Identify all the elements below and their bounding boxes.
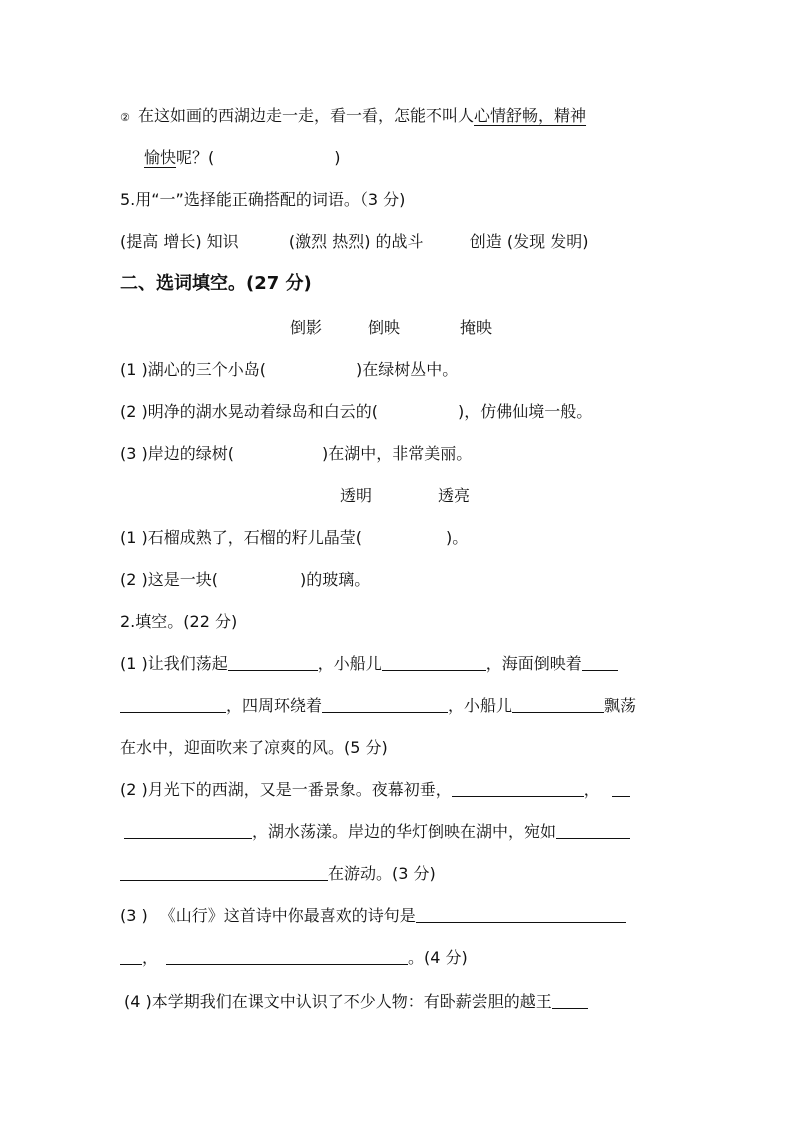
word-bank-word: 掩映 [460, 318, 493, 337]
item-text: 让我们荡起 [147, 654, 228, 673]
answer-blank[interactable] [416, 906, 626, 923]
item-text: )，仿佛仙境一般。 [458, 402, 593, 421]
fill-item [120, 442, 472, 466]
item-number: (3 ) [120, 906, 148, 925]
answer-blank[interactable] [120, 696, 226, 713]
item-text: ， [142, 948, 159, 967]
item-text: )在绿树丛中。 [356, 360, 459, 379]
item-text: ，四周环绕着 [226, 696, 323, 715]
fill-item-1-line2 [120, 694, 636, 718]
item-text: 本学期我们在课文中认识了不少人物：有卧薪尝胆的越王 [151, 992, 552, 1011]
choice-group[interactable]: (激烈 热烈) [288, 232, 371, 251]
fill-item-4-line1 [124, 990, 588, 1014]
fill-item-2-line1 [120, 778, 630, 802]
item-number: (4 ) [124, 992, 152, 1011]
question-text: 呢？( [176, 148, 215, 167]
question-circ2-line2 [144, 146, 341, 170]
word-bank-word: 倒映 [368, 318, 401, 337]
choice-group[interactable]: (提高 增长) [120, 232, 202, 251]
fill-item-1-line3: 在水中，迎面吹来了凉爽的风。(5 分) [120, 738, 388, 757]
answer-blank[interactable] [120, 864, 328, 881]
question-5-title: 5.用“一”选择能正确搭配的词语。（3 分) [120, 190, 406, 209]
choice-word: 创造 [469, 232, 502, 251]
answer-blank[interactable] [556, 822, 630, 839]
item-text: 在游动。(3 分) [328, 864, 436, 883]
item-text: ，湖水荡漾。岸边的华灯倒映在湖中，宛如 [252, 822, 557, 841]
word-bank-word: 透明 [340, 486, 373, 505]
item-text: ，小船儿 [317, 654, 382, 673]
choice-group[interactable]: (发现 发明) [506, 232, 589, 251]
item-number: (2 ) [120, 402, 148, 421]
question-text: 在这如画的西湖边走一走，看一看，怎能不叫人 [138, 106, 475, 125]
item-number: (2 ) [120, 570, 148, 589]
item-text: 明净的湖水晃动着绿岛和白云的( [147, 402, 378, 421]
circle-number-marker: ② [120, 111, 130, 124]
fill-item [120, 358, 458, 382]
item-text: )在湖中，非常美丽。 [322, 444, 473, 463]
item-text: )。 [446, 528, 469, 547]
fill-item-3-line2 [120, 946, 468, 970]
fill-item-2-line3 [120, 862, 436, 886]
fill-item-3-line1 [120, 904, 626, 928]
underlined-phrase: 愉快 [144, 148, 177, 167]
item-text: )的玻璃。 [300, 570, 371, 589]
question-text: ) [334, 148, 341, 167]
fill-item-2-line2 [124, 820, 630, 844]
item-text: 这是一块( [147, 570, 218, 589]
answer-blank[interactable] [552, 992, 588, 1009]
section-heading: 二、选词填空。(27 分) [120, 273, 312, 294]
word-bank-word: 倒影 [290, 318, 323, 337]
choice-word: 知识 [206, 232, 239, 251]
item-text: 月光下的西湖，又是一番景象。夜幕初垂， [147, 780, 452, 799]
item-text: ，海面倒映着 [485, 654, 582, 673]
item-number: (1 ) [120, 654, 148, 673]
answer-blank[interactable] [322, 696, 448, 713]
answer-blank[interactable] [120, 948, 142, 965]
answer-blank[interactable] [612, 780, 630, 797]
fill-item-1-line1 [120, 652, 618, 676]
item-text: 。(4 分) [408, 948, 468, 967]
underlined-phrase: 心情舒畅，精神 [474, 106, 587, 125]
item-text: 湖心的三个小岛( [147, 360, 266, 379]
word-bank-1 [290, 316, 492, 340]
item-text: ， [583, 780, 600, 799]
fill-section-title: 2.填空。(22 分) [120, 612, 238, 631]
answer-blank[interactable] [582, 654, 618, 671]
item-text: ，小船儿 [448, 696, 513, 715]
item-text: 飘荡 [604, 696, 637, 715]
question-5-options [120, 230, 588, 254]
item-number: (1 ) [120, 528, 148, 547]
fill-item [120, 526, 468, 550]
question-circ2-line1 [120, 104, 586, 130]
choice-word: 的战斗 [375, 232, 424, 251]
item-text: 《山行》这首诗中你最喜欢的诗句是 [159, 906, 416, 925]
answer-blank[interactable] [512, 696, 604, 713]
item-number: (1 ) [120, 360, 148, 379]
word-bank-2 [340, 484, 470, 508]
answer-blank[interactable] [382, 654, 486, 671]
fill-item [120, 568, 370, 592]
item-text: 岸边的绿树( [147, 444, 234, 463]
answer-blank[interactable] [166, 948, 408, 965]
item-text: 石榴成熟了，石榴的籽儿晶莹( [147, 528, 362, 547]
answer-blank[interactable] [124, 822, 252, 839]
fill-item [120, 400, 592, 424]
word-bank-word: 透亮 [438, 486, 471, 505]
answer-blank[interactable] [228, 654, 318, 671]
item-number: (3 ) [120, 444, 148, 463]
item-number: (2 ) [120, 780, 148, 799]
answer-blank[interactable] [452, 780, 584, 797]
